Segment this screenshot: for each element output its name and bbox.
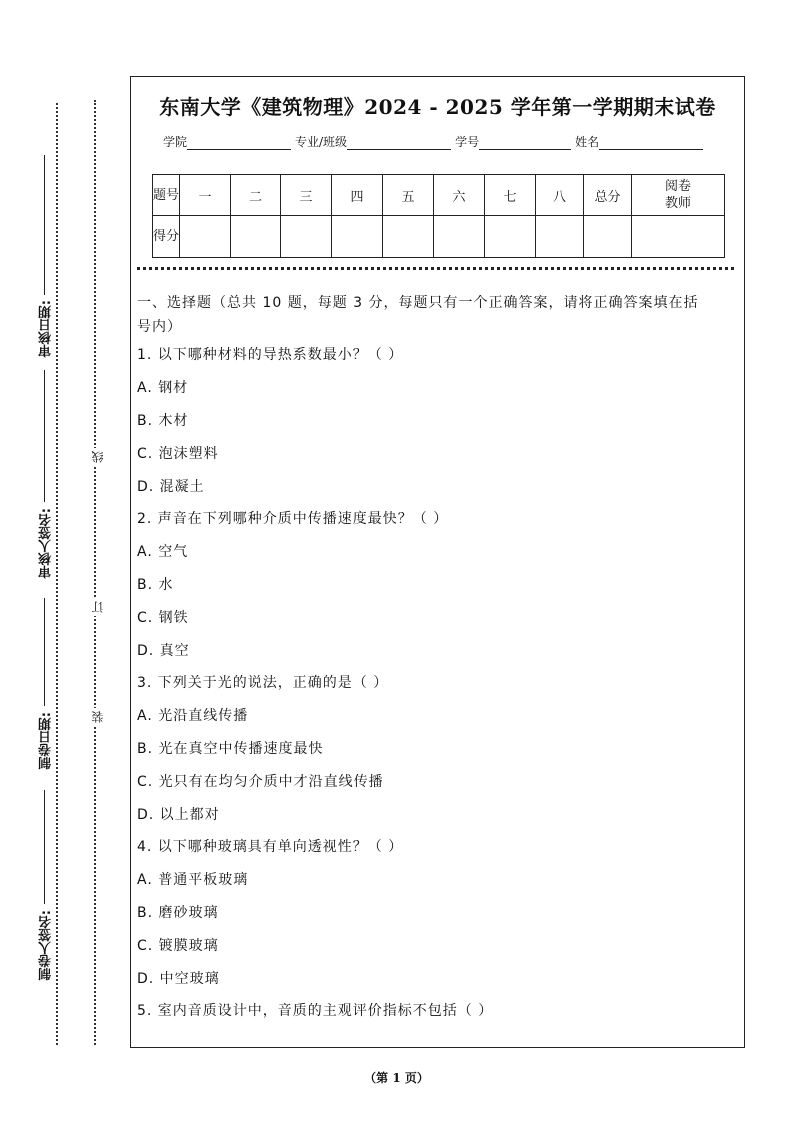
q1-option-c: C. 泡沫塑料	[137, 446, 219, 462]
score-cell-total[interactable]	[584, 216, 632, 258]
q3-option-a: A. 光沿直线传播	[137, 708, 249, 724]
make-date-label: 制卷日期:	[39, 712, 54, 770]
page-number: （第 1 页）	[364, 1071, 429, 1085]
section1-heading-line: 一、选择题（总共 10 题，每题 3 分，每题只有一个正确答案，请将正确答案填在括	[137, 295, 699, 311]
q3-stem: 3. 下列关于光的说法，正确的是（ ）	[137, 675, 389, 691]
make-date-line[interactable]	[44, 598, 45, 706]
score-table	[152, 174, 725, 258]
column-header: 四	[332, 175, 383, 216]
q3-option-d: D. 以上都对	[137, 807, 220, 823]
review-date-line[interactable]	[44, 155, 45, 295]
margin-dotted-line-left	[56, 103, 58, 1045]
q3-option-c: C. 光只有在均匀介质中才沿直线传播	[137, 774, 384, 790]
q4-option-d: D. 中空玻璃	[137, 971, 220, 987]
name-field[interactable]	[599, 136, 703, 150]
exam-title: 东南大学《建筑物理》2024 - 2025 学年第一学期期末试卷	[159, 95, 716, 119]
score-cell[interactable]	[281, 216, 332, 258]
student-id-field[interactable]	[479, 136, 571, 150]
score-cell[interactable]	[231, 216, 281, 258]
binding-mark-line: 线	[89, 448, 106, 466]
q1-option-a: A. 钢材	[137, 380, 189, 396]
binding-mark-ding: 订	[89, 598, 106, 616]
score-cell[interactable]	[485, 216, 536, 258]
q2-option-c: C. 钢铁	[137, 610, 189, 626]
review-date-label: 审核日期:	[39, 300, 54, 358]
column-header: 八	[536, 175, 584, 216]
score-cell[interactable]	[332, 216, 383, 258]
q3-option-b: B. 光在真空中传播速度最快	[137, 741, 324, 757]
q2-stem: 2. 声音在下列哪种介质中传播速度最快？（ ）	[137, 511, 449, 527]
column-header: 五	[383, 175, 434, 216]
column-header: 六	[434, 175, 485, 216]
column-header: 一	[180, 175, 231, 216]
q2-option-a: A. 空气	[137, 544, 189, 560]
q5-stem: 5. 室内音质设计中，音质的主观评价指标不包括（ ）	[137, 1003, 494, 1019]
q4-option-c: C. 镀膜玻璃	[137, 938, 219, 954]
q1-stem: 1. 以下哪种材料的导热系数最小？（ ）	[137, 347, 404, 363]
score-cell[interactable]	[180, 216, 231, 258]
reviewer-sign-label: 审核人签名:	[39, 508, 54, 579]
column-header-total: 总分	[584, 175, 632, 216]
column-header: 七	[485, 175, 536, 216]
score-cell[interactable]	[383, 216, 434, 258]
major-field[interactable]	[347, 136, 451, 150]
q1-option-b: B. 木材	[137, 413, 189, 429]
q4-stem: 4. 以下哪种玻璃具有单向透视性？（ ）	[137, 839, 404, 855]
college-field[interactable]	[187, 136, 291, 150]
q4-option-b: B. 磨砂玻璃	[137, 905, 219, 921]
column-header: 三	[281, 175, 332, 216]
score-cell[interactable]	[536, 216, 584, 258]
score-cell[interactable]	[434, 216, 485, 258]
maker-sign-label: 制卷人签名:	[39, 910, 54, 981]
name-label: 姓名	[575, 135, 600, 149]
section1-heading-line: 号内）	[137, 319, 182, 335]
binding-mark-zhuang: 装	[89, 708, 106, 726]
reviewer-sign-line[interactable]	[44, 370, 45, 502]
row-label-score: 得分	[153, 216, 180, 258]
header-separator	[137, 267, 734, 270]
student-id-label: 学号	[455, 135, 480, 149]
column-header: 二	[231, 175, 281, 216]
row-label-question-number: 题号	[153, 175, 180, 216]
major-label: 专业/班级	[295, 135, 348, 149]
section1-heading	[137, 293, 699, 337]
q4-option-a: A. 普通平板玻璃	[137, 872, 249, 888]
q2-option-b: B. 水	[137, 577, 174, 593]
maker-sign-line[interactable]	[44, 790, 45, 904]
exam-frame	[130, 76, 745, 1048]
student-info-row	[163, 133, 707, 150]
college-label: 学院	[163, 135, 188, 149]
q1-option-d: D. 混凝土	[137, 479, 205, 495]
column-header-grader: 阅卷教师	[632, 175, 725, 216]
margin-dotted-line-binding	[94, 100, 96, 1045]
score-cell-grader[interactable]	[632, 216, 725, 258]
q2-option-d: D. 真空	[137, 643, 190, 659]
